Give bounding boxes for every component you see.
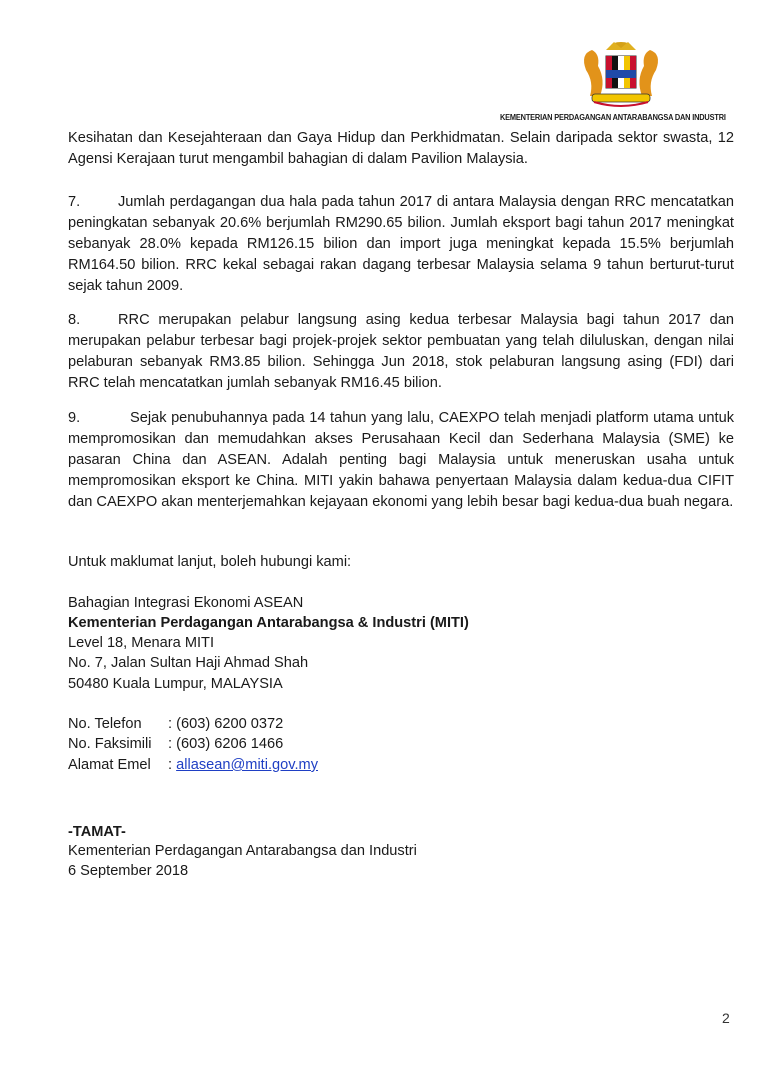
address-line-2: No. 7, Jalan Sultan Haji Ahmad Shah	[68, 655, 309, 671]
paragraph-number: 9.	[68, 410, 81, 426]
phone-label: No. Telefon	[68, 716, 142, 732]
paragraph-7	[68, 192, 734, 297]
paragraph-number: 8.	[68, 312, 81, 328]
paragraph-9	[68, 408, 734, 513]
contact-intro: Untuk maklumat lanjut, boleh hubungi kami:	[68, 554, 352, 570]
end-mark: -TAMAT-	[68, 824, 126, 840]
fax-row	[68, 734, 283, 755]
contact-division: Bahagian Integrasi Ekonomi ASEAN	[68, 595, 304, 611]
phone-value: : (603) 6200 0372	[168, 716, 284, 732]
paragraph-text: RRC merupakan pelabur langsung asing kedua terbesar Malaysia bagi tahun 2017 dan merupakan pelabur terbesar bagi projek-projek sektor pembuatan yang telah diluluskan, dengan nilai pelaburan sebanyak RM3.85 bilion. Sehingga Jun 2018, stok pelaburan langsung asing (FDI) dari RRC telah mencatatkan jumlah sebanyak RM16.45 bilion.	[68, 312, 734, 391]
address-line-3: 50480 Kuala Lumpur, MALAYSIA	[68, 676, 283, 692]
contact-ministry: Kementerian Perdagangan Antarabangsa & Industri (MITI)	[68, 615, 469, 631]
release-date: 6 September 2018	[68, 863, 189, 879]
email-label: Alamat Emel	[68, 757, 151, 773]
issuer-name: Kementerian Perdagangan Antarabangsa dan Industri	[68, 843, 417, 859]
paragraph-text: Kesihatan dan Kesejahteraan dan Gaya Hidup dan Perkhidmatan. Selain daripada sektor swasta, 12 Agensi Kerajaan turut mengambil bahagian di dalam Pavilion Malaysia.	[68, 130, 734, 167]
paragraph-text: Jumlah perdagangan dua hala pada tahun 2017 di antara Malaysia dengan RRC mencatatkan peningkatan sebanyak 20.6% berjumlah RM290.65 bilion. Jumlah eksport bagi tahun 2017 meningkat sebanyak 28.0% kepada RM126.15 bilion dan import juga meningkat kepada 15.5% berjumlah RM164.50 bilion. RRC kekal sebagai rakan dagang terbesar Malaysia selama 9 tahun berturut-turut sejak tahun 2009.	[68, 194, 734, 294]
paragraph-number: 7.	[68, 194, 81, 210]
phone-row	[68, 714, 283, 735]
paragraph-8	[68, 310, 734, 394]
email-separator: :	[168, 757, 177, 773]
coat-of-arms-logo	[578, 40, 664, 108]
email-row	[68, 755, 318, 776]
page-number: 2	[722, 1010, 730, 1026]
fax-value: : (603) 6206 1466	[168, 736, 284, 752]
ministry-header: KEMENTERIAN PERDAGANGAN ANTARABANGSA DAN INDUSTRI	[500, 112, 726, 122]
paragraph-continuation	[68, 128, 734, 170]
email-link[interactable]: allasean@miti.gov.my	[176, 757, 318, 773]
address-line-1: Level 18, Menara MITI	[68, 635, 215, 651]
fax-label: No. Faksimili	[68, 736, 152, 752]
paragraph-text: Sejak penubuhannya pada 14 tahun yang lalu, CAEXPO telah menjadi platform utama untuk mempromosikan dan memudahkan akses Perusahaan Kecil dan Sederhana Malaysia (SME) ke pasaran China dan ASEAN. Adalah penting bagi Malaysia untuk meneruskan usaha untuk mempromosikan eksport ke China. MITI yakin bahawa penyertaan Malaysia dalam kedua-dua CIFIT dan CAEXPO akan menterjemahkan kejayaan ekonomi yang lebih besar bagi kedua-dua buah negara.	[68, 410, 734, 510]
